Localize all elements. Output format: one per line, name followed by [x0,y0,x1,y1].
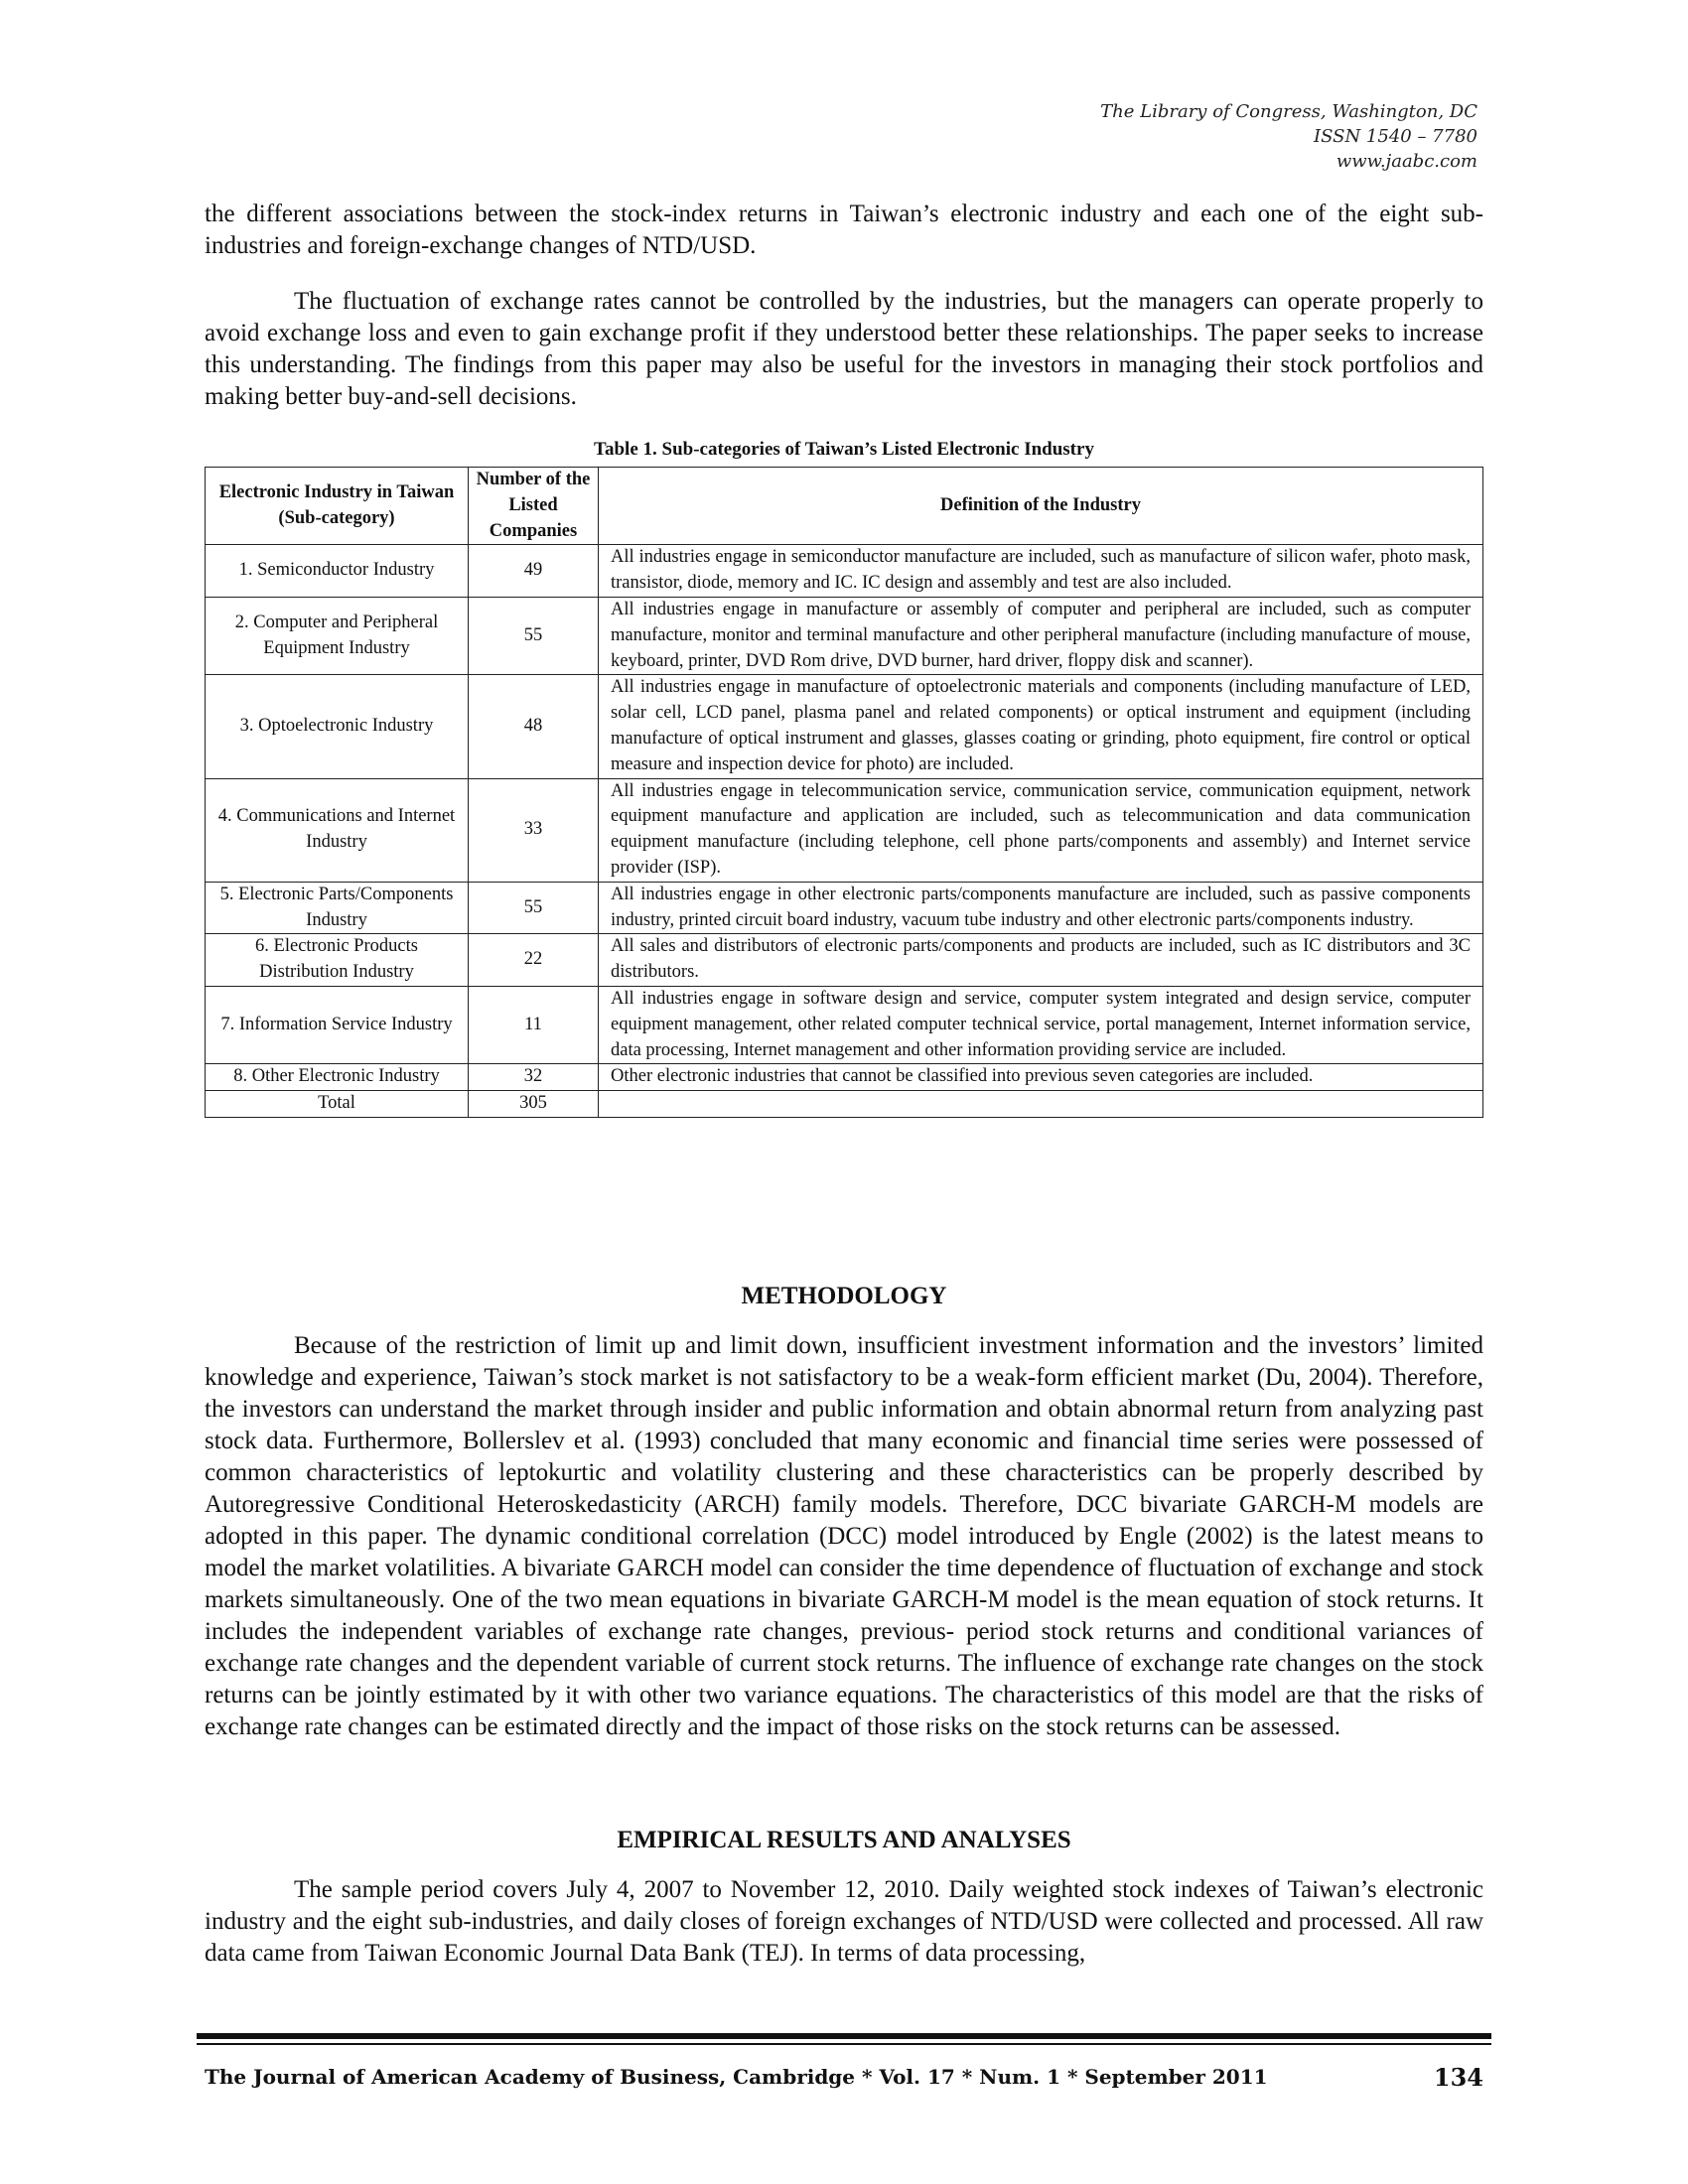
table-row [206,934,1483,987]
subcategory-table [205,467,1483,1118]
company-count: 55 [469,882,599,934]
table-total-row [206,1091,1483,1118]
industry-definition: All industries engage in manufacture of optoelectronic materials and components (including manufacture of LED, solar cell, LCD panel, plasma panel and related components) or optical instrument and equipment (including manufacture of optical instrument and glasses, glasses coating or grinding, photo equipment, fire control or optical measure and inspection device for photo) are included. [599,675,1483,778]
industry-name: 1. Semiconductor Industry [206,545,469,598]
total-label: Total [206,1091,469,1118]
column-header-industry: Electronic Industry in Taiwan (Sub-category) [206,468,469,545]
paragraph-intro-continued: the different associations between the stock-index returns in Taiwan’s electronic industry and each one of the eight sub-industries and foreign-exchange changes of NTD/USD. [205,201,1483,259]
company-count: 49 [469,545,599,598]
table-row [206,545,1483,598]
footer-rule-thick [197,2033,1491,2039]
industry-definition: All industries engage in manufacture or assembly of computer and peripheral are included, such as computer manufacture, monitor and terminal manufacture and other peripheral manufacture (including manufacture of mouse, keyboard, printer, DVD Rom drive, DVD burner, hard driver, floppy disk and scanner). [599,597,1483,674]
table-row [206,597,1483,674]
footer-rule-thin [197,2043,1491,2045]
industry-name: 7. Information Service Industry [206,986,469,1063]
total-count: 305 [469,1091,599,1118]
paragraph-results: The sample period covers July 4, 2007 to November 12, 2010. Daily weighted stock indexes of Taiwan’s electronic industry and the eight sub-industries, and daily closes of foreign exchanges of NTD/USD were collected and processed. All raw data came from Taiwan Economic Journal Data Bank (TEJ). In terms of data processing, [205,1876,1483,1967]
industry-definition: All industries engage in semiconductor manufacture are included, such as manufacture of silicon wafer, photo mask, transistor, diode, memory and IC. IC design and assembly and test are also included. [599,545,1483,598]
section-heading-methodology: METHODOLOGY [741,1283,947,1309]
column-header-count: Number of the Listed Companies [469,468,599,545]
company-count: 32 [469,1064,599,1091]
industry-name: 4. Communications and Internet Industry [206,778,469,882]
industry-definition: All industries engage in telecommunication service, communication service, communication equipment, network equipment manufacture and application are included, such as telecommunication and data communication equipment manufacture (including telephone, cell phone parts/components and assembly) and Internet service provider (ISP). [599,778,1483,882]
column-header-definition: Definition of the Industry [599,468,1483,545]
header-website: www.jaabc.com [1336,151,1477,172]
header-issn: ISSN 1540 – 7780 [1314,126,1477,147]
industry-definition: All sales and distributors of electronic parts/components and products are included, such as IC distributors and 3C distributors. [599,934,1483,987]
total-empty-cell [599,1091,1483,1118]
company-count: 55 [469,597,599,674]
industry-name: 3. Optoelectronic Industry [206,675,469,778]
table-row [206,778,1483,882]
industry-definition: Other electronic industries that cannot be classified into previous seven categories are included. [599,1064,1483,1091]
paragraph-intro: The fluctuation of exchange rates cannot be controlled by the industries, but the managers can operate properly to avoid exchange loss and even to gain exchange profit if they understood better these relationships. The paper seeks to increase this understanding. The findings from this paper may also be useful for the investors in managing their stock portfolios and making better buy-and-sell decisions. [205,288,1483,410]
industry-name: 5. Electronic Parts/Components Industry [206,882,469,934]
section-heading-results: EMPIRICAL RESULTS AND ANALYSES [617,1827,1071,1853]
industry-name: 6. Electronic Products Distribution Industry [206,934,469,987]
company-count: 48 [469,675,599,778]
company-count: 33 [469,778,599,882]
industry-definition: All industries engage in software design and service, computer system integrated and design service, computer equipment management, other related computer technical service, portal management, Internet information service, data processing, Internet management and other information providing service are included. [599,986,1483,1063]
table-row [206,1064,1483,1091]
footer-journal: The Journal of American Academy of Business, Cambridge * Vol. 17 * Num. 1 * September 2011 [205,2065,1268,2089]
table-row [206,675,1483,778]
header-library: The Library of Congress, Washington, DC [1100,101,1477,122]
page-header [1100,99,1477,174]
company-count: 22 [469,934,599,987]
company-count: 11 [469,986,599,1063]
table-row [206,986,1483,1063]
table-row [206,882,1483,934]
industry-name: 2. Computer and Peripheral Equipment Industry [206,597,469,674]
paragraph-methodology: Because of the restriction of limit up and limit down, insufficient investment information and the investors’ limited knowledge and experience, Taiwan’s stock market is not satisfactory to be a weak-form efficient market (Du, 2004). Therefore, the investors can understand the market through insider and public information and obtain abnormal return from analyzing past stock data. Furthermore, Bollerslev et al. (1993) concluded that many economic and financial time series were possessed of common characteristics of leptokurtic and volatility clustering and these characteristics can be properly described by Autoregressive Conditional Heteroskedasticity (ARCH) family models. Therefore, DCC bivariate GARCH-M models are adopted in this paper. The dynamic conditional correlation (DCC) model introduced by Engle (2002) is the latest means to model the market volatilities. A bivariate GARCH model can consider the time dependence of fluctuation of exchange and stock markets simultaneously. One of the two mean equations in bivariate GARCH-M model is the mean equation of stock returns. It includes the independent variables of exchange rate changes, previous- period stock returns and conditional variances of exchange rate changes and the dependent variable of current stock returns. The influence of exchange rate changes on the stock returns can be jointly estimated by it with other two variance equations. The characteristics of this model are that the risks of exchange rate changes can be estimated directly and the impact of those risks on the stock returns can be assessed. [205,1332,1483,1740]
page-number: 134 [1433,2063,1483,2092]
table-caption: Table 1. Sub-categories of Taiwan’s Listed Electronic Industry [594,439,1094,460]
industry-definition: All industries engage in other electronic parts/components manufacture are included, such as passive components industry, printed circuit board industry, vacuum tube industry and other electronic parts/components industry. [599,882,1483,934]
table-header-row [206,468,1483,545]
industry-name: 8. Other Electronic Industry [206,1064,469,1091]
